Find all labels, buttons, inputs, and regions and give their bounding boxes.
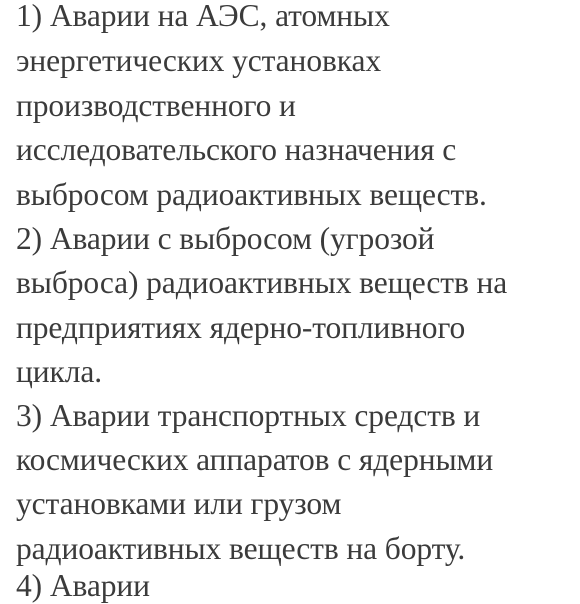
text-line-12: установками или грузом <box>16 486 342 521</box>
text-line-13: радиоактивных веществ на борту. <box>16 531 466 566</box>
text-line-8: предприятиях ядерно-топливного <box>16 310 466 345</box>
text-line-6: 2) Аварии с выбросом (угрозой <box>16 221 435 256</box>
text-line-14: 4) Аварии <box>16 568 150 603</box>
text-line-4: исследовательского назначения с <box>16 132 457 167</box>
text-line-1: 1) Аварии на АЭС, атомных <box>16 0 390 33</box>
text-line-9: цикла. <box>16 354 102 389</box>
text-line-3: производственного и <box>16 88 296 123</box>
text-line-2: энергетических установках <box>16 43 381 78</box>
text-line-7: выброса) радиоактивных веществ на <box>16 265 508 300</box>
text-line-5: выбросом радиоактивных веществ. <box>16 177 487 212</box>
text-line-10: 3) Аварии транспортных средств и <box>16 398 481 433</box>
text-line-11: космических аппаратов с ядерными <box>16 442 494 477</box>
